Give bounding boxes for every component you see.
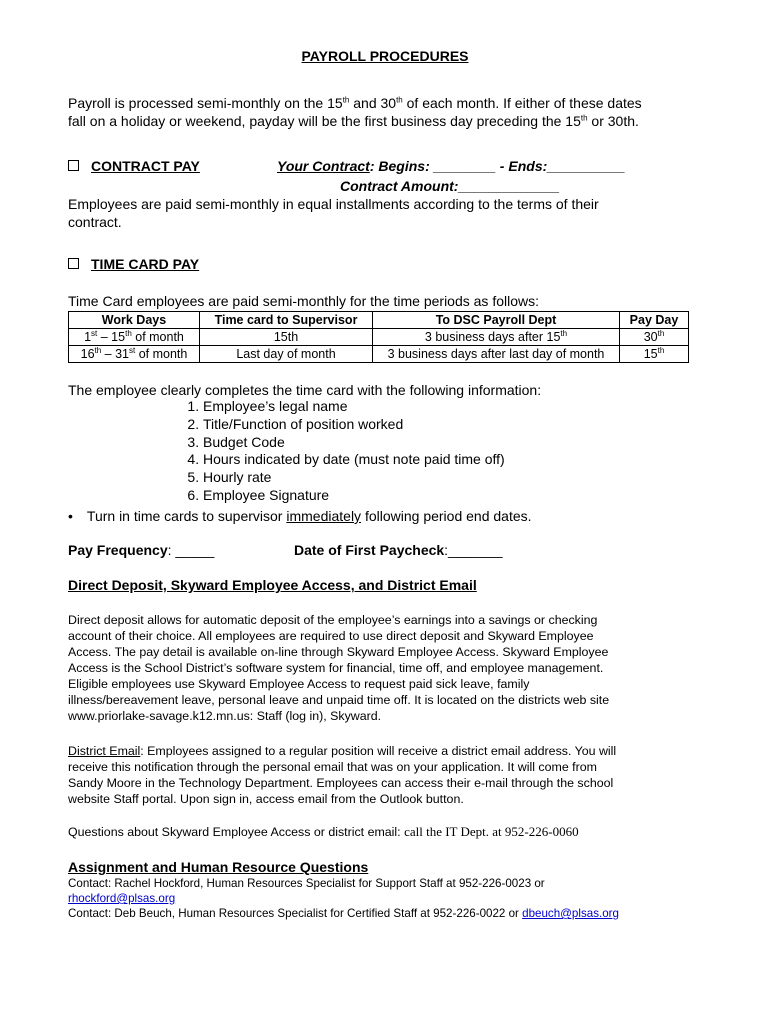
turn-in-bullet: • Turn in time cards to supervisor immediately following period end dates.	[68, 508, 532, 524]
info-list	[175, 398, 505, 505]
first-paycheck: Date of First Paycheck:_______	[294, 542, 503, 558]
direct-deposit-body	[68, 612, 609, 724]
time-period-table	[68, 311, 689, 363]
page-title: PAYROLL PROCEDURES	[301, 48, 469, 64]
time-card-checkbox[interactable]	[68, 258, 79, 269]
list-item: 5. Hourly rate	[203, 469, 505, 487]
contract-desc-1: Employees are paid semi-monthly in equal installments according to the terms of their	[68, 196, 599, 212]
text-line: Access. The pay detail is available on-line through Skyward Employee Access. Skyward Employee	[68, 645, 609, 659]
completes-text: The employee clearly completes the time card with the following information:	[68, 382, 542, 398]
table-cell: 1st – 15th of month	[69, 329, 200, 346]
time-card-intro: Time Card employees are paid semi-monthly for the time periods as follows:	[68, 293, 540, 309]
contract-pay-checkbox-row[interactable]	[68, 158, 200, 176]
table-header: Pay Day	[620, 312, 689, 329]
list-item: 2. Title/Function of position worked	[203, 416, 505, 434]
text-line: account of their choice. All employees are required to use direct deposit and Skyward Employee	[68, 629, 594, 643]
contract-pay-heading: CONTRACT PAY	[91, 158, 200, 174]
table-header: To DSC Payroll Dept	[373, 312, 620, 329]
table-cell: 3 business days after 15th	[373, 329, 620, 346]
list-item: 3. Budget Code	[203, 434, 505, 452]
pay-frequency: Pay Frequency: _____	[68, 542, 215, 558]
list-item: 4. Hours indicated by date (must note paid time off)	[203, 451, 505, 469]
district-email-label: District Email	[68, 744, 141, 758]
table-row	[69, 329, 689, 346]
intro-line-2: fall on a holiday or weekend, payday will be the first business day preceding the 15th or 30th.	[68, 113, 639, 129]
text-line: illness/bereavement leave, personal leave and unpaid time off. It is located on the districts web site	[68, 693, 610, 707]
text-line: website Staff portal. Upon sign in, access email from the Outlook button.	[68, 792, 464, 806]
questions-line: Questions about Skyward Employee Access or district email: call the IT Dept. at 952-226-0060	[68, 824, 579, 839]
table-header: Work Days	[69, 312, 200, 329]
table-cell: Last day of month	[200, 346, 373, 363]
text-line: Eligible employees use Skyward Employee Access to request paid sick leave, family	[68, 677, 530, 691]
contract-amount: Contract Amount:_____________	[340, 178, 560, 194]
text-line: Direct deposit allows for automatic deposit of the employee’s earnings into a savings or checking	[68, 613, 598, 627]
contract-desc-2: contract.	[68, 214, 122, 230]
time-card-heading: TIME CARD PAY	[91, 256, 200, 272]
table-cell: 15th	[200, 329, 373, 346]
text-line: Access is the School District’s software system for financial, time off, and employee management.	[68, 661, 604, 675]
hr-heading: Assignment and Human Resource Questions	[68, 859, 369, 875]
intro-line-1: Payroll is processed semi-monthly on the 15th and 30th of each month. If either of these dates	[68, 95, 642, 111]
bullet-icon: •	[68, 508, 73, 524]
table-header-row	[69, 312, 689, 329]
text-line: www.priorlake-savage.k12.mn.us: Staff (log in), Skyward.	[68, 709, 382, 723]
table-cell: 30th	[620, 329, 689, 346]
hr-contacts: Contact: Rachel Hockford, Human Resources Specialist for Support Staff at 952-226-0023 or rhockford@plsas.org Contact: Deb Beuch, Human Resources Specialist for Certified Staff at 952-226-0022 or dbeuch@plsas.org	[68, 877, 619, 920]
list-item: 1. Employee’s legal name	[203, 398, 505, 416]
table-cell: 3 business days after last day of month	[373, 346, 620, 363]
table-cell: 15th	[620, 346, 689, 363]
text-line: receive this notification through the personal email that was on your application. It will come from	[68, 760, 597, 774]
dbeuch-email-link[interactable]: dbeuch@plsas.org	[522, 907, 619, 920]
list-item: 6. Employee Signature	[203, 487, 505, 505]
time-card-checkbox-row[interactable]	[68, 256, 199, 274]
table-cell: 16th – 31st of month	[69, 346, 200, 363]
direct-deposit-heading: Direct Deposit, Skyward Employee Access, and District Email	[68, 577, 477, 593]
text-line: Sandy Moore in the Technology Department. Employees can access their e-mail through the school	[68, 776, 614, 790]
rhockford-email-link[interactable]: rhockford@plsas.org	[68, 892, 176, 905]
contract-dates: Your Contract: Begins: ________ - Ends:__________	[277, 158, 626, 174]
table-row	[69, 346, 689, 363]
contact-line: Contact: Rachel Hockford, Human Resources Specialist for Support Staff at 952-226-0023 or	[68, 877, 545, 890]
contract-pay-checkbox[interactable]	[68, 160, 79, 171]
table-header: Time card to Supervisor	[200, 312, 373, 329]
district-email-body: District Email: Employees assigned to a regular position will receive a district email address. You will receive this notification through the personal email that was on your application. It will come from Sandy Moore in the Technology Department. Employees can access their e-mail through the school website Staff portal. Upon sign in, access email from the Outlook button.	[68, 744, 617, 806]
